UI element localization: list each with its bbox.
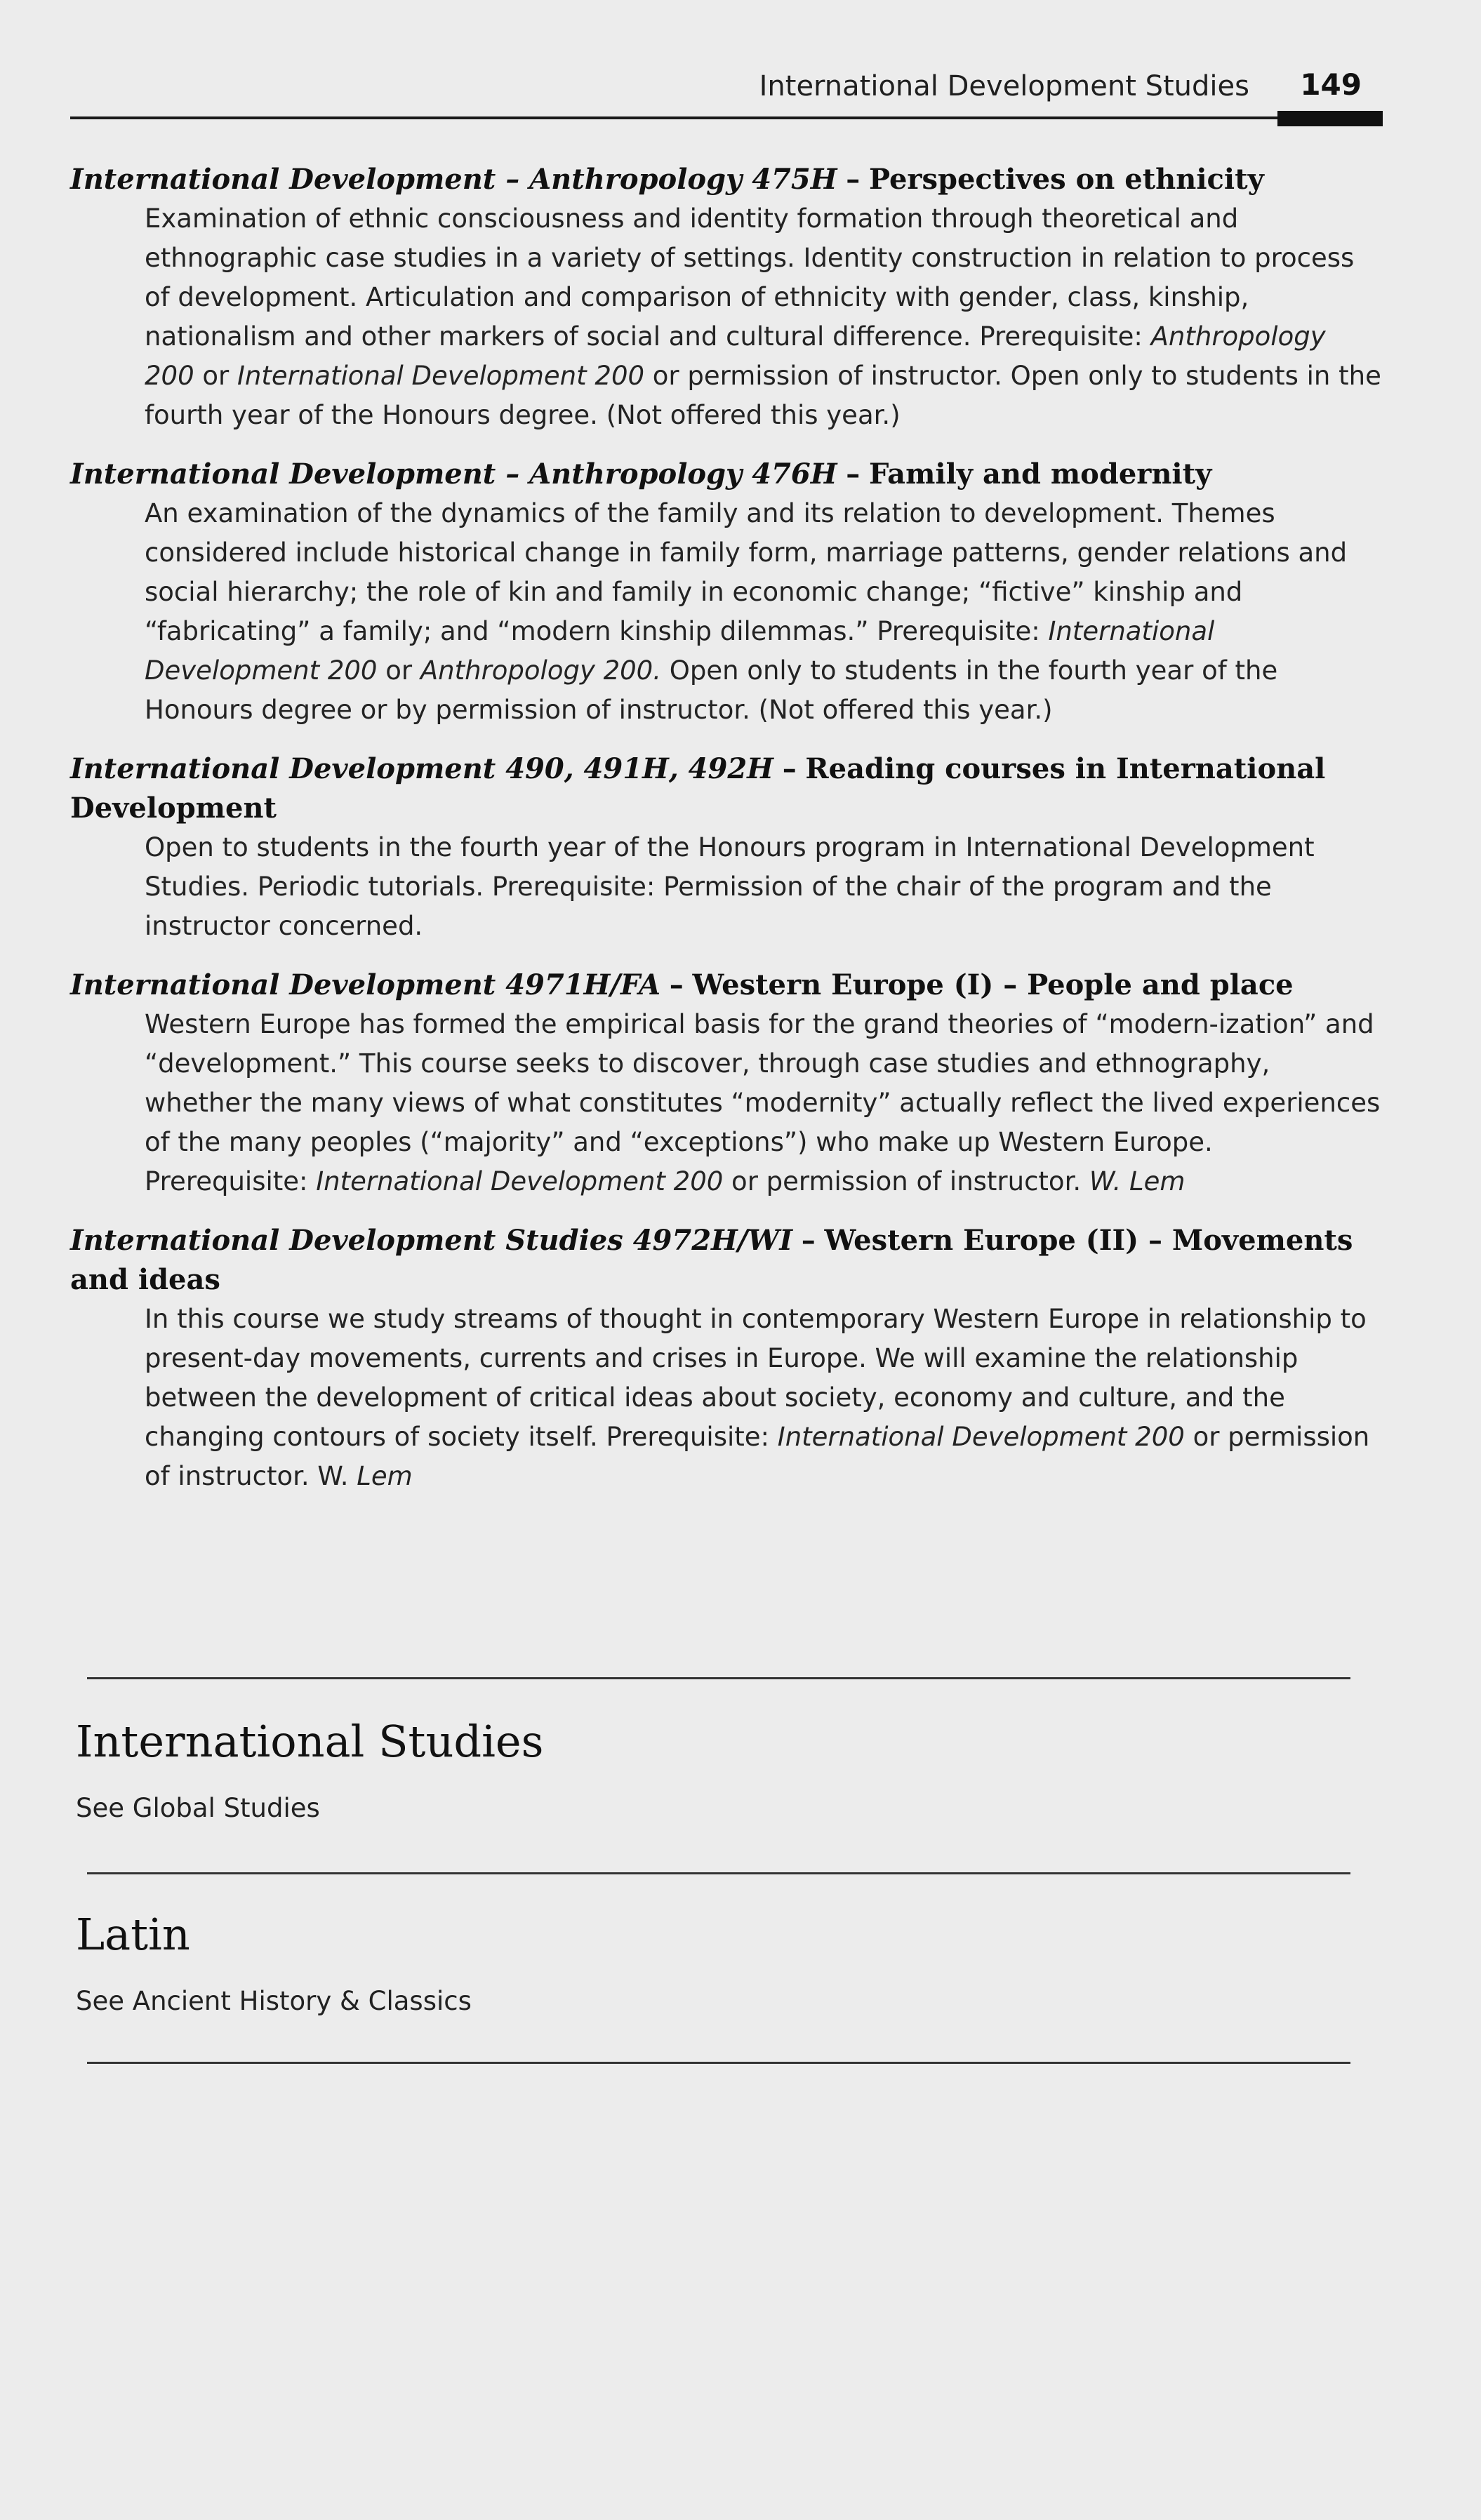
- course-description: [145, 1300, 1383, 1496]
- description-text: or: [377, 655, 420, 686]
- course-title: [70, 160, 1383, 199]
- prerequisite-course: International Development 200: [777, 1422, 1185, 1452]
- course-entry: [70, 160, 1383, 435]
- description-text: or: [194, 361, 237, 391]
- header-tab-marker: [1277, 111, 1383, 126]
- prerequisite-course: International Development 200: [237, 361, 645, 391]
- course-title: [70, 749, 1383, 828]
- section-divider: [87, 1677, 1350, 1679]
- course-title: [70, 966, 1383, 1005]
- course-code: International Development 490, 491H, 492H: [70, 752, 773, 785]
- section-divider: [87, 2062, 1350, 2064]
- cross-reference-note: See Ancient History & Classics: [76, 1986, 472, 2016]
- title-separator: –: [846, 458, 861, 491]
- course-entry: [70, 1221, 1383, 1496]
- course-description: [145, 494, 1383, 730]
- section-heading-international-studies: International Studies: [76, 1716, 544, 1767]
- description-text: Open to students in the fourth year of the Honours program in International Development Studies. Periodic tutorials. Prerequisite: Permission of the chair of the program and the instructor concerned.: [145, 832, 1315, 941]
- course-entry: [70, 966, 1383, 1201]
- course-code: International Development – Anthropology 476H: [70, 458, 837, 491]
- description-text: An examination of the dynamics of the family and its relation to development. Themes considered include historical change in family form, marriage patterns, gender relations and social hierarchy; the role of kin and family in economic change; “fictive” kinship and “fabricating” a family; and “modern kinship dilemmas.” Prerequisite:: [145, 498, 1348, 646]
- instructor-name: W. Lem: [1089, 1166, 1186, 1196]
- course-entry: [70, 749, 1383, 946]
- course-code: International Development – Anthropology 475H: [70, 163, 837, 196]
- page-header: [70, 55, 1383, 118]
- header-rule: [70, 116, 1383, 119]
- course-list: [70, 160, 1383, 1516]
- section-heading-latin: Latin: [76, 1909, 190, 1960]
- course-code: International Development 4971H/FA: [70, 968, 661, 1001]
- prerequisite-course: International Development 200: [316, 1166, 724, 1196]
- course-entry: [70, 455, 1383, 730]
- description-text: Open only to students in the fourth year of the Honours degree or by permission of instructor. (Not offered this year.): [145, 655, 1278, 725]
- course-name: Western Europe (II) – Movements and ideas: [70, 1224, 1353, 1296]
- title-separator: –: [782, 752, 797, 785]
- course-name: Reading courses in International Development: [70, 752, 1326, 825]
- course-title: [70, 1221, 1383, 1300]
- prerequisite-course: Anthropology 200.: [420, 655, 661, 686]
- description-text: In this course we study streams of thought in contemporary Western Europe in relationship to present-day movements, currents and crises in Europe. We will examine the relationship between the development of critical ideas about society, economy and culture, and the changing contours of society itself. Prerequisite:: [145, 1304, 1367, 1452]
- description-text: or permission of instructor. W.: [145, 1422, 1370, 1491]
- course-description: [145, 199, 1383, 435]
- description-text: Examination of ethnic consciousness and identity formation through theoretical and ethnographic case studies in a variety of settings. Identity construction in relation to process of development. Articulation and comparison of ethnicity with gender, class, kinship, nationalism and other markers of social and cultural difference. Prerequisite:: [145, 204, 1355, 352]
- section-divider: [87, 1872, 1350, 1874]
- course-name: Western Europe (I) – People and place: [692, 968, 1294, 1001]
- title-separator: –: [669, 968, 684, 1001]
- description-text: Western Europe has formed the empirical basis for the grand theories of “modern-ization” and “development.” This course seeks to discover, through case studies and ethnography, whether the many views of what constitutes “modernity” actually reflect the lived experiences of the many peoples (“majority” and “exceptions”) who make up Western Europe. Prerequisite:: [145, 1009, 1381, 1196]
- running-head: International Development Studies: [759, 70, 1249, 102]
- course-description: [145, 828, 1383, 946]
- description-text: or permission of instructor.: [723, 1166, 1089, 1196]
- course-title: [70, 455, 1383, 494]
- prerequisite-course: International Development 200: [145, 616, 1215, 686]
- course-code: International Development Studies 4972H/WI: [70, 1224, 793, 1257]
- cross-reference-note: See Global Studies: [76, 1793, 320, 1823]
- course-name: Family and modernity: [868, 458, 1212, 491]
- page-number: 149: [1300, 67, 1362, 102]
- description-text: or permission of instructor. Open only to students in the fourth year of the Honours degree. (Not offered this year.): [145, 361, 1381, 430]
- title-separator: –: [846, 163, 861, 196]
- title-separator: –: [801, 1224, 816, 1257]
- prerequisite-course: Anthropology 200: [145, 321, 1326, 391]
- instructor-name: Lem: [357, 1461, 413, 1491]
- course-description: [145, 1005, 1383, 1201]
- course-name: Perspectives on ethnicity: [868, 163, 1264, 196]
